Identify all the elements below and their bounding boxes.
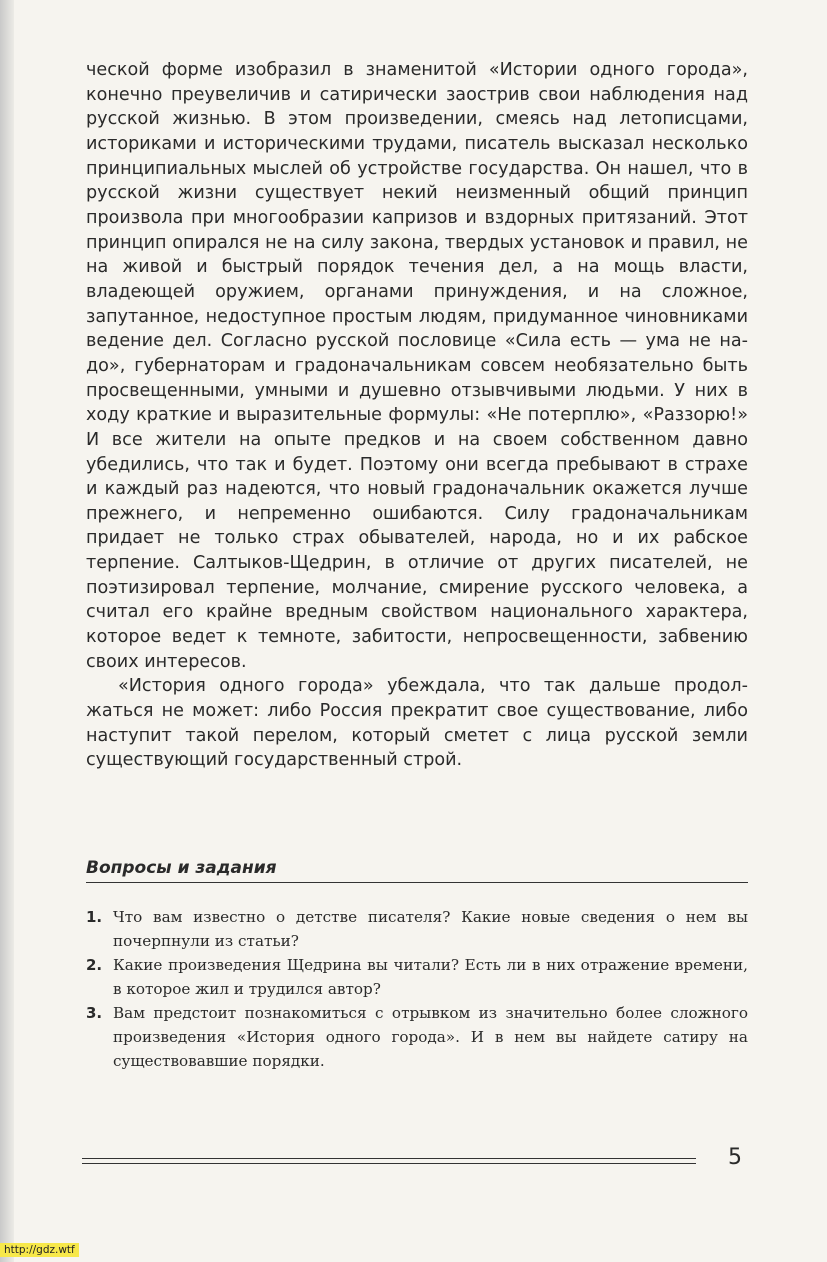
question-text: Какие произведения Щедрина вы читали? Есть ли в них отражение времени, в которое жил и трудился автор?	[113, 956, 748, 998]
paragraph-1: ческой форме изобразил в знаменитой «Истории одного города», конечно преувеличив и сатирически заострив свои наблюдения над русской жизнью. В этом произведении, смеясь над летописцами, историками и историческими трудами, писатель высказал несколько принципиальных мыслей об устройстве государства. Он нашел, что в русской жизни существует некий неизменный общий принцип произвола при многообразии капризов и вздорных притязаний. Этот принцип опирался не на силу закона, твердых установок и правил, не на живой и быстрый порядок течения дел, а на мощь власти, владеющей оружием, органами принуждения, и на сложное, запутанное, недоступное простым людям, придуманное чиновниками ведение дел. Согласно русской пословице «Сила есть — ума не надо», губернаторам и градоначальникам совсем необязательно быть просвещенными, умными и душевно отзывчивыми людьми. У них в ходу краткие и выразительные формулы: «Не потерплю», «Раззорю!» И все жители на опыте предков и на своем собственном давно убедились, что так и будет. Поэтому они всегда пребывают в страхе и каждый раз надеются, что новый градоначальник окажется лучше прежнего, и непременно ошибаются. Силу градоначальникам придает не только страх обывателей, народа, но и их рабское терпение. Салтыков-Щедрин, в отличие от других писателей, не поэтизировал терпение, молчание, смирение русского человека, а считал его крайне вредным свойством национального характера, которое ведет к темноте, забитости, непросвещенности, забвению своих интересов.	[86, 60, 748, 672]
paragraph-2: «История одного города» убеждала, что так дальше продолжаться не может: либо Россия прекратит свое существование, либо наступит такой перелом, который сметет с лица русской земли существующий государственный строй.	[86, 676, 748, 771]
page-binding-shadow	[0, 0, 14, 1262]
question-number: 2.	[86, 956, 103, 975]
question-text: Что вам известно о детстве писателя? Какие новые сведения о нем вы почерпнули из статьи?	[113, 908, 748, 950]
main-text	[86, 58, 748, 773]
questions-list	[86, 906, 748, 1074]
question-item	[86, 1002, 748, 1073]
question-item	[86, 906, 748, 953]
footer-rule	[82, 1158, 696, 1164]
page-number: 5	[728, 1145, 742, 1170]
watermark-link[interactable]: http://gdz.wtf	[0, 1243, 79, 1257]
question-item	[86, 954, 748, 1001]
questions-header: Вопросы и задания	[86, 858, 748, 883]
question-number: 1.	[86, 908, 103, 926]
question-text: Вам предстоит познакомиться с отрывком из значительно более сложного произведения «История одного города». И в нем вы найдете сатиру на существовавшие порядки.	[113, 1004, 748, 1070]
question-number: 3.	[86, 1004, 103, 1023]
